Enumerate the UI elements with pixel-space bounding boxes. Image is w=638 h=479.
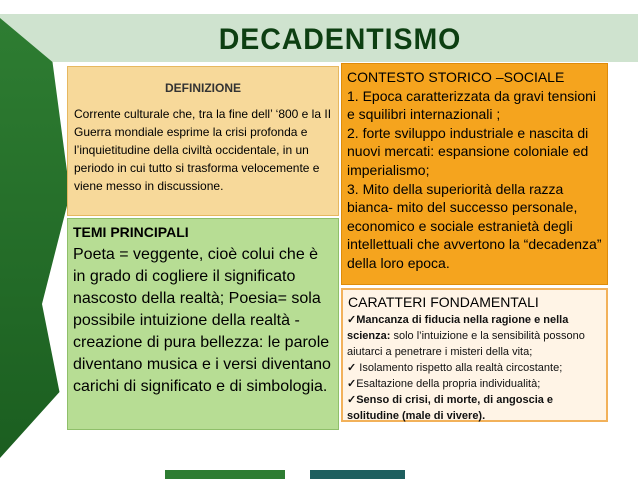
temi-box	[67, 218, 339, 430]
caratteri-heading: CARATTERI FONDAMENTALI	[348, 294, 539, 310]
checkmark-icon: ✓	[347, 378, 357, 390]
checkmark-icon: ✓	[347, 394, 357, 406]
bottom-tab	[310, 470, 405, 479]
contesto-item: 1. Epoca caratterizzata da gravi tensioni e squilibri internazionali ;	[347, 87, 597, 123]
caratteri-item	[347, 392, 602, 424]
page-title: DECADENTISMO	[218, 23, 462, 56]
definizione-box	[67, 66, 339, 216]
caratteri-item-bold: Mancanza di fiducia nella ragione e nella scienza:	[347, 314, 569, 342]
bottom-tab	[165, 470, 285, 479]
contesto-item: 3. Mito della superiorità della razza bianca- mito del successo personale, economico e sociale estranietà degli intellettuali che avvertono la “decadenza” della loro epoca.	[347, 180, 602, 271]
temi-text: Poeta = veggente, cioè colui che è in grado di cogliere il significato nascosto della realtà; Poesia= sola possibile intuizione della realtà - creazione di pura bellezza: le parole diventano musica e i versi diventano carichi di significato e di simbologia.	[73, 246, 331, 395]
caratteri-list	[347, 312, 602, 424]
contesto-item: 2. forte sviluppo industriale e nascita di nuovi mercati: espansione coloniale ed imperialismo;	[347, 124, 589, 178]
caratteri-item-text: Isolamento rispetto alla realtà circostante;	[356, 362, 563, 374]
temi-heading: TEMI PRINCIPALI	[73, 224, 189, 240]
caratteri-item-rest: solo l’intuizione e la sensibilità possono aiutarci a penetrare i misteri della vita;	[347, 330, 585, 358]
caratteri-item	[347, 312, 602, 360]
decorative-leaf	[0, 18, 70, 458]
contesto-content	[347, 68, 603, 273]
contesto-heading: CONTESTO STORICO –SOCIALE	[347, 69, 565, 85]
caratteri-item-text: Esaltazione della propria individualità;	[356, 378, 541, 390]
definizione-text: Corrente culturale che, tra la fine dell’ ‘800 e la II Guerra mondiale esprime la crisi profonda e l’inquietitudine della civiltà occidentale, in un periodo in cui tutto si trasforma velocemente e viene messo in discussione.	[74, 107, 332, 193]
caratteri-item-text: Senso di crisi, di morte, di angoscia e solitudine (male di vivere).	[347, 394, 554, 422]
contesto-box	[341, 63, 608, 285]
definizione-heading: DEFINIZIONE	[164, 81, 241, 95]
checkmark-icon: ✓	[347, 362, 357, 374]
caratteri-item	[347, 360, 602, 376]
caratteri-box	[341, 288, 608, 422]
caratteri-item	[347, 376, 602, 392]
checkmark-icon: ✓	[347, 314, 357, 326]
